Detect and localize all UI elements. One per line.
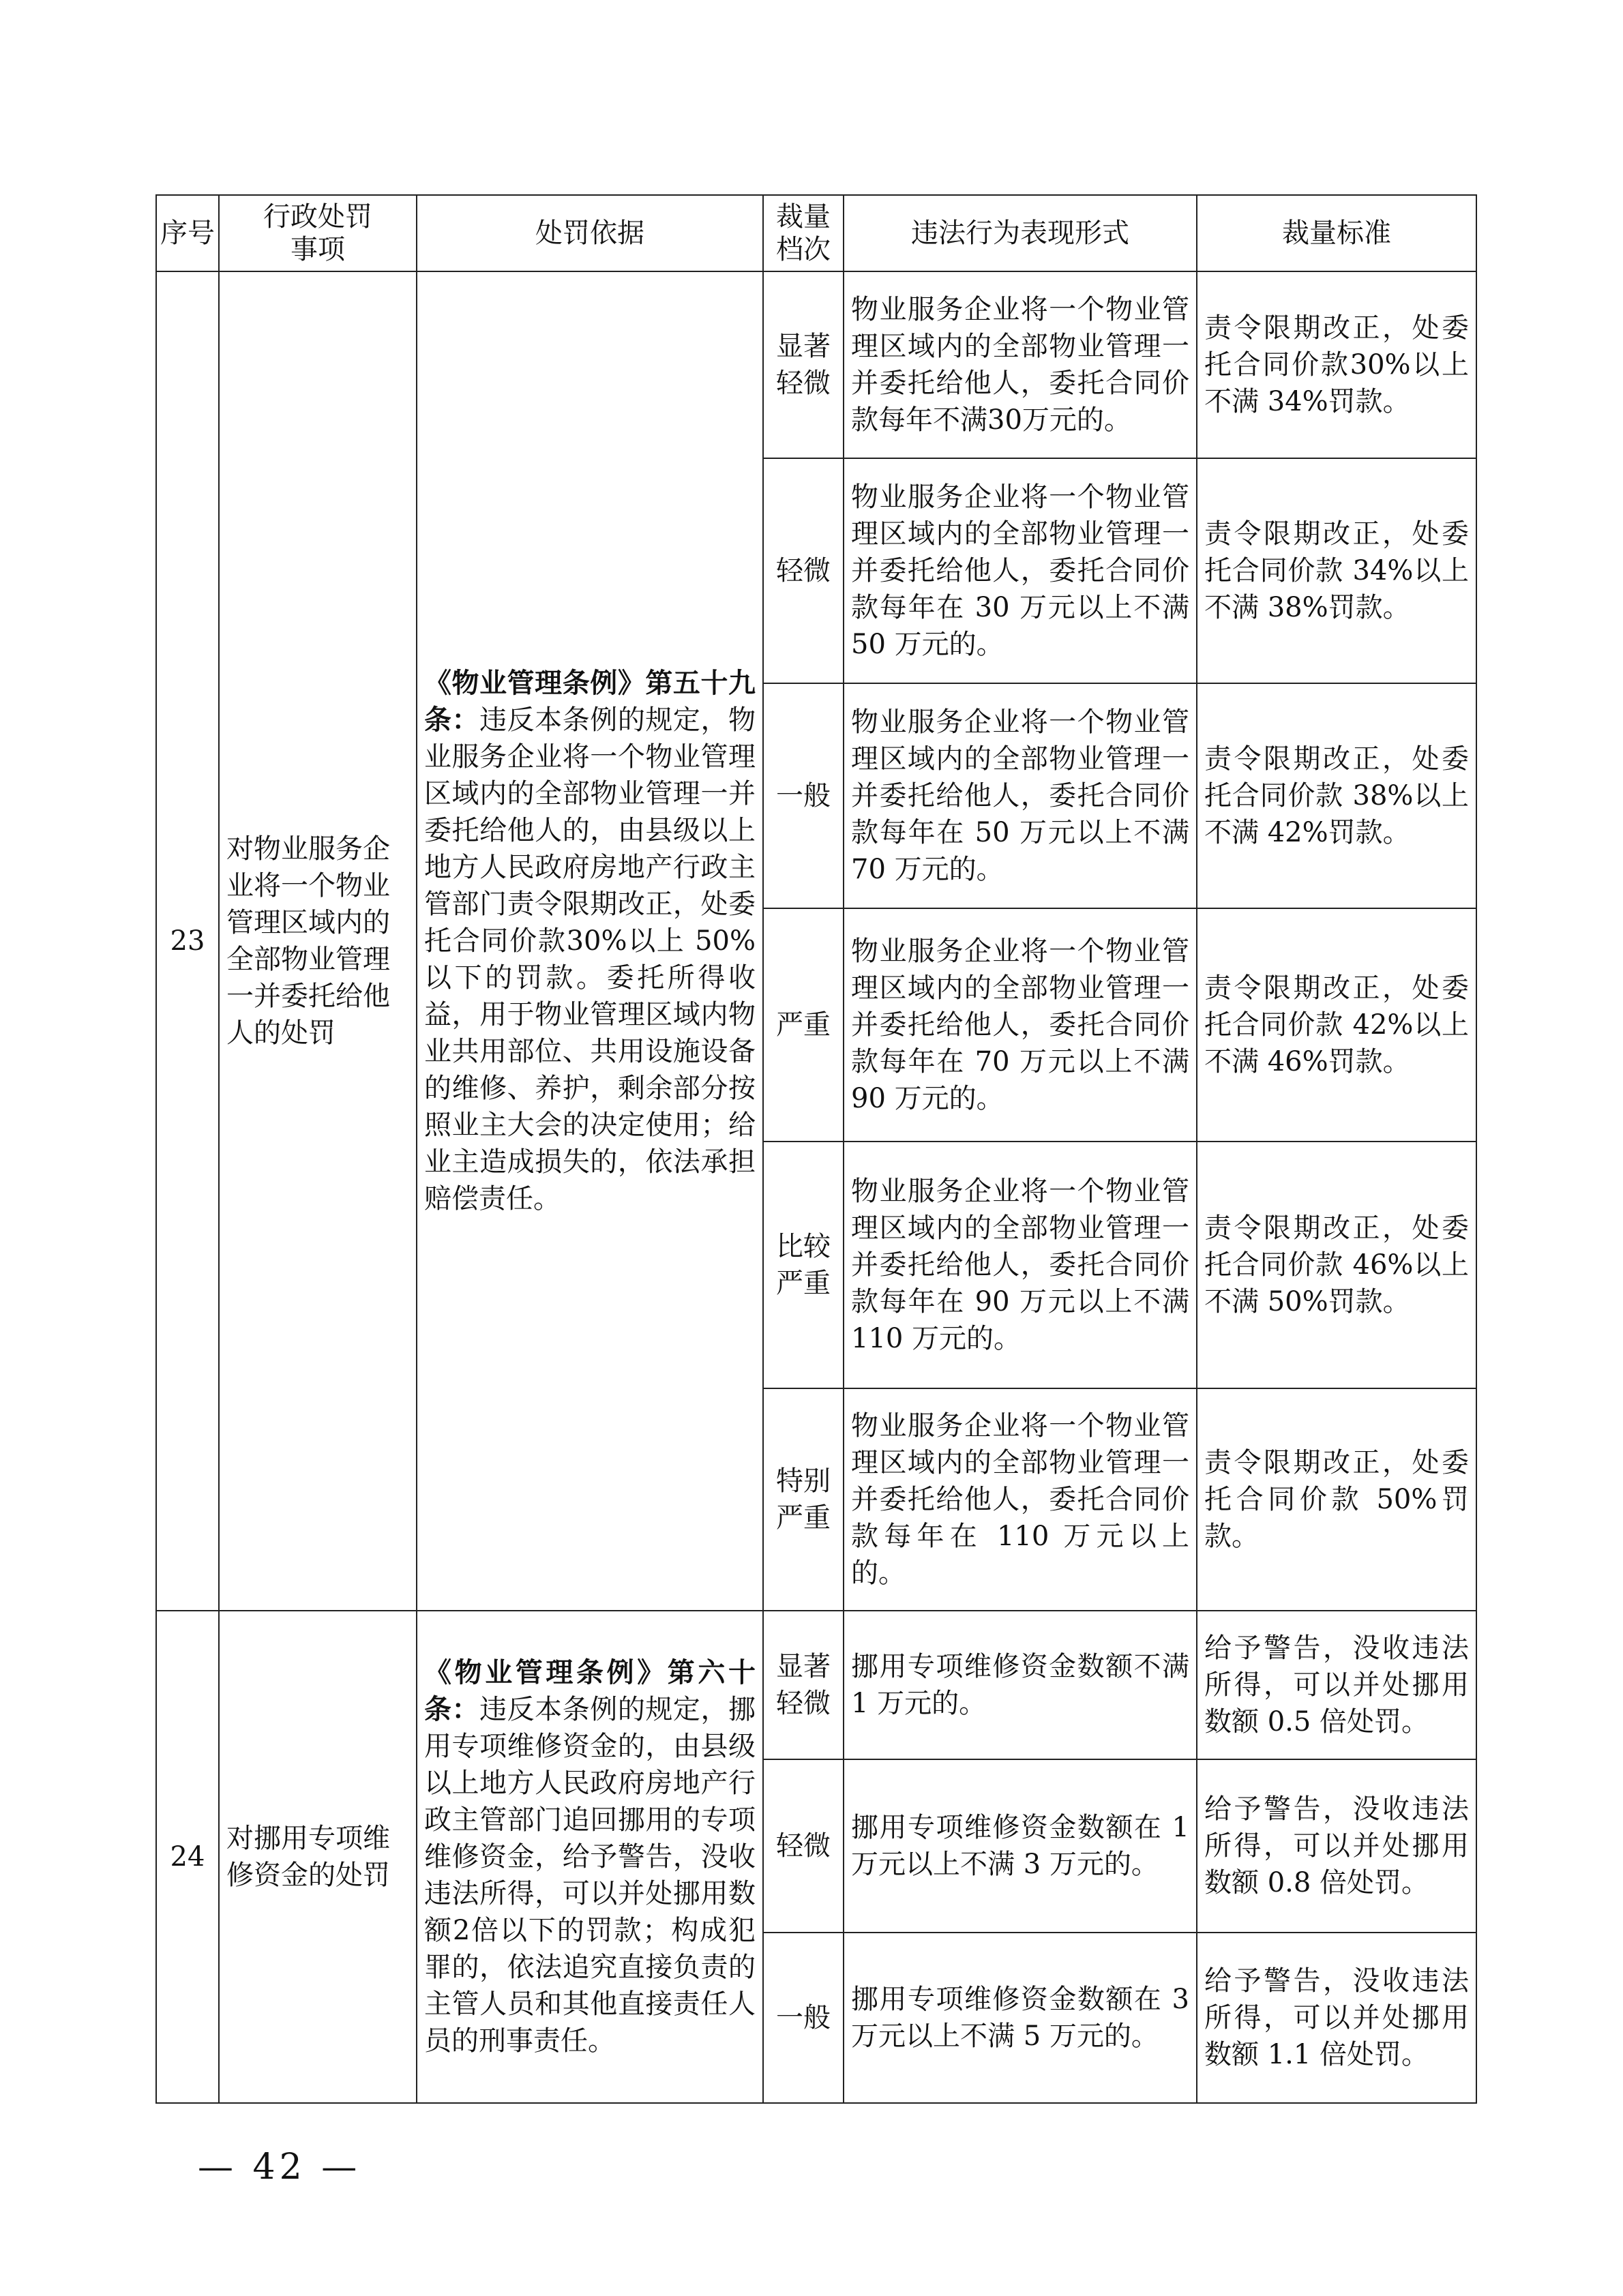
violation-form: 物业服务企业将一个物业管理区域内的全部物业管理一并委托给他人，委托合同价款每年在 50 万元以上不满 70 万元的。 [844,683,1197,908]
discretion-standard: 责令限期改正，处委托合同价款30%以上不满 34%罚款。 [1197,271,1476,458]
discretion-level: 显著 轻微 [763,1611,844,1759]
table-row [156,1611,1476,1759]
violation-form: 物业服务企业将一个物业管理区域内的全部物业管理一并委托给他人，委托合同价款每年在 90 万元以上不满 110 万元的。 [844,1142,1197,1388]
discretion-standard: 责令限期改正，处委托合同价款 34%以上不满 38%罚款。 [1197,458,1476,683]
basis-text: 违反本条例的规定，挪用专项维修资金的，由县级以上地方人民政府房地产行政主管部门追回挪用的专项维修资金，给予警告，没收违法所得，可以并处挪用数额2倍以下的罚款；构成犯罪的，依法追究直接负责的主管人员和其他直接责任人员的刑事责任。 [424,1694,756,2057]
violation-form: 物业服务企业将一个物业管理区域内的全部物业管理一并委托给他人，委托合同价款每年在 110 万元以上的。 [844,1388,1197,1611]
penalty-discretion-table [155,194,1477,2104]
discretion-level: 一般 [763,683,844,908]
penalty-item: 对挪用专项维修资金的处罚 [219,1611,417,2103]
header-standard: 裁量标准 [1197,195,1476,271]
basis-text: 违反本条例的规定，物业服务企业将一个物业管理区域内的全部物业管理一并委托给他人的，由县级以上地方人民政府房地产行政主管部门责令限期改正，处委托合同价款30%以上 50%以下的罚款。委托所得收益，用于物业管理区域内物业共用部位、共用设施设备的维修、养护，剩余部分按照业主大会的决定使用；给业主造成损失的，依法承担赔偿责任。 [424,704,756,1214]
page-number: — 42 — [198,2147,361,2188]
discretion-standard: 责令限期改正，处委托合同价款 46%以上不满 50%罚款。 [1197,1142,1476,1388]
row-number: 24 [156,1611,219,2103]
discretion-level: 显著 轻微 [763,271,844,458]
header-item: 行政处罚 事项 [219,195,417,271]
header-basis: 处罚依据 [417,195,763,271]
discretion-level: 轻微 [763,1759,844,1933]
violation-form: 物业服务企业将一个物业管理区域内的全部物业管理一并委托给他人，委托合同价款每年在 30 万元以上不满 50 万元的。 [844,458,1197,683]
violation-form: 挪用专项维修资金数额在 1 万元以上不满 3 万元的。 [844,1759,1197,1933]
discretion-standard: 给予警告，没收违法所得，可以并处挪用数额 0.8 倍处罚。 [1197,1759,1476,1933]
header-form: 违法行为表现形式 [844,195,1197,271]
violation-form: 物业服务企业将一个物业管理区域内的全部物业管理一并委托给他人，委托合同价款每年不满30万元的。 [844,271,1197,458]
table-row [156,271,1476,458]
basis-title: 《物业管理条例》第六十条： [424,1656,756,1725]
violation-form: 物业服务企业将一个物业管理区域内的全部物业管理一并委托给他人，委托合同价款每年在 70 万元以上不满 90 万元的。 [844,908,1197,1142]
header-no: 序号 [156,195,219,271]
penalty-item: 对物业服务企业将一个物业管理区域内的全部物业管理一并委托给他人的处罚 [219,271,417,1611]
discretion-level: 特别 严重 [763,1388,844,1611]
discretion-level: 比较 严重 [763,1142,844,1388]
discretion-level: 严重 [763,908,844,1142]
discretion-standard: 责令限期改正，处委托合同价款 50%罚款。 [1197,1388,1476,1611]
discretion-standard: 责令限期改正，处委托合同价款 42%以上不满 46%罚款。 [1197,908,1476,1142]
discretion-standard: 给予警告，没收违法所得，可以并处挪用数额 0.5 倍处罚。 [1197,1611,1476,1759]
penalty-basis [417,271,763,1611]
table-header-row [156,195,1476,271]
violation-form: 挪用专项维修资金数额不满 1 万元的。 [844,1611,1197,1759]
penalty-basis [417,1611,763,2103]
discretion-standard: 责令限期改正，处委托合同价款 38%以上不满 42%罚款。 [1197,683,1476,908]
violation-form: 挪用专项维修资金数额在 3 万元以上不满 5 万元的。 [844,1933,1197,2103]
discretion-level: 轻微 [763,458,844,683]
header-level: 裁量 档次 [763,195,844,271]
discretion-level: 一般 [763,1933,844,2103]
discretion-standard: 给予警告，没收违法所得，可以并处挪用数额 1.1 倍处罚。 [1197,1933,1476,2103]
basis-title: 《物业管理条例》第五十九条： [424,667,756,736]
row-number: 23 [156,271,219,1611]
